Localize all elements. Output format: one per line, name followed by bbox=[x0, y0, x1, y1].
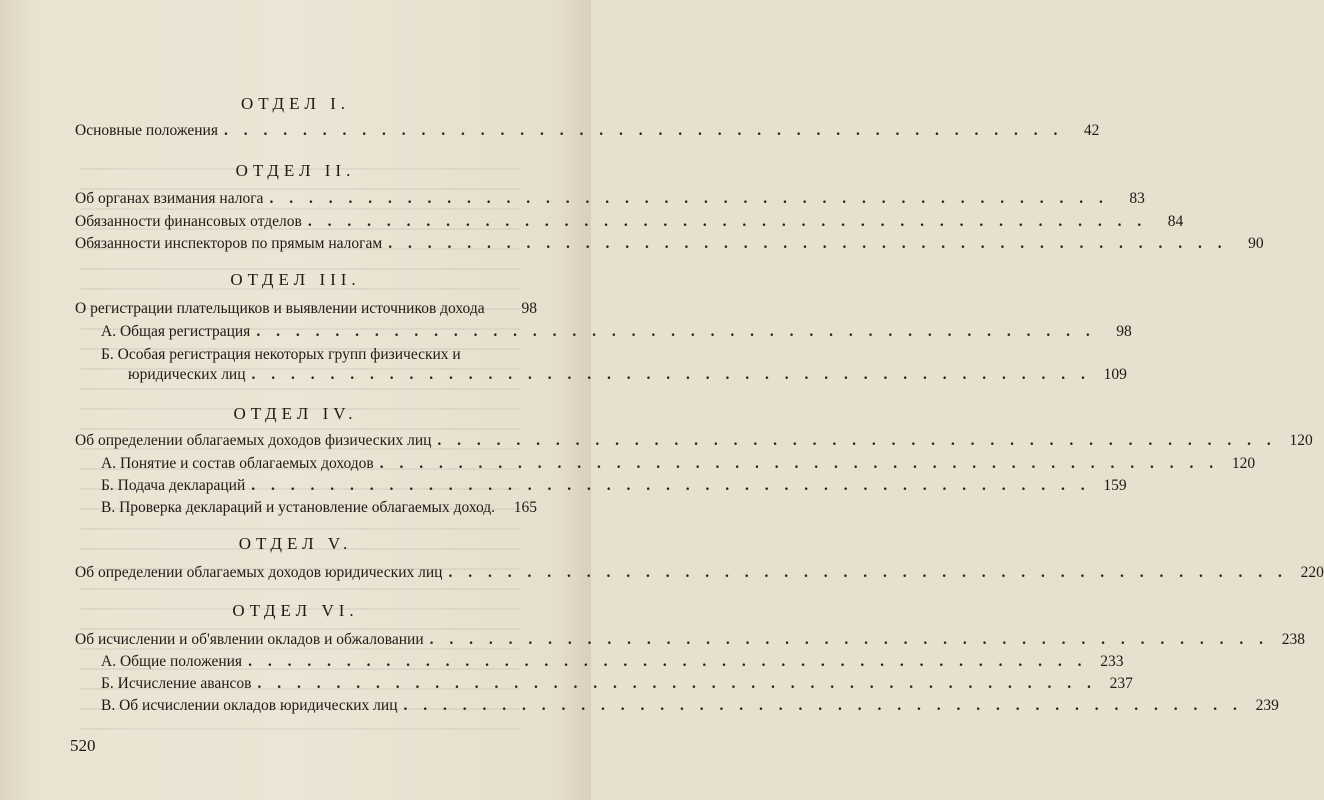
dot-leader: . . . . . . . . . . . . . . . . . . . . . . . . . . . . . . . . . . . . . . . . . . . bbox=[256, 323, 1096, 340]
dot-leader: . . . . . . . . . . . . . . . . . . . . . . . . . . . . . . . . . . . . . . . . . . . bbox=[223, 122, 1064, 139]
section-heading-3: ОТДЕЛ III. bbox=[230, 270, 361, 289]
toc-entry bbox=[75, 212, 1184, 232]
dot-leader: . . . . . . . . . . . . . . . . . . . . . . . . . . . . . . . . . . . . . . . . . . . bbox=[269, 190, 1109, 207]
toc-entry-label: А. Общая регистрация bbox=[101, 323, 251, 340]
dot-leader: . . . . . . . . . . . . . . . . . . . . . . . . . . . . . . . . . . . . . . . . . . . bbox=[251, 477, 1091, 494]
toc-entry-label: А. Понятие и состав облагаемых доходов bbox=[101, 455, 374, 472]
toc-entry-label: Об определении облагаемых доходов физических лиц bbox=[75, 432, 432, 449]
toc-entry bbox=[75, 630, 1305, 650]
dot-leader: . . . . . . . . . . . . . . . . . . . . . . . . . . . . . . . . . . . . . . . . . . . bbox=[251, 366, 1091, 383]
toc-entry-label: А. Общие положения bbox=[101, 653, 243, 670]
toc-entry-page: 159 bbox=[1103, 477, 1127, 494]
page-number: 520 bbox=[70, 736, 96, 755]
toc-entry-page: 90 bbox=[1248, 235, 1264, 252]
dot-leader: . . . . . . . . . . . . . . . . . . . . . . . . . . . . . . . . . . . . . . . . . . . bbox=[403, 697, 1243, 714]
dot-leader: . . . . . . . . . . . . . . . . . . . . . . . . . . . . . . . . . . . . . . . . . . . bbox=[437, 432, 1277, 449]
toc-entry-page: 239 bbox=[1255, 697, 1279, 714]
toc-entry-page: 83 bbox=[1129, 190, 1145, 207]
toc-entry bbox=[101, 454, 1256, 474]
toc-entry-page: 220 bbox=[1300, 564, 1324, 581]
section-heading-5: ОТДЕЛ V. bbox=[238, 534, 353, 553]
toc-entry-page: 238 bbox=[1281, 631, 1305, 648]
section-heading-4: ОТДЕЛ IV. bbox=[233, 404, 358, 423]
toc-entry-label: Обязанности финансовых отделов bbox=[75, 213, 302, 230]
dot-leader: . . . . . . . . . . . . . . . . . . . . . . . . . . . . . . . . . . . . . . . . . . . bbox=[248, 653, 1088, 670]
toc-entry-label: Об органах взимания налога bbox=[75, 190, 264, 207]
toc-entry bbox=[128, 365, 1127, 385]
toc-entry bbox=[101, 652, 1124, 672]
toc-entry-page: 109 bbox=[1103, 366, 1127, 383]
toc-entry-page: 237 bbox=[1109, 675, 1133, 692]
toc-entry-label: Б. Особая регистрация некоторых групп физических и bbox=[101, 346, 461, 363]
dot-leader: . . . . . . . . . . . . . . . . . . . . . . . . . . . . . . . . . . . . . . . . . . . bbox=[307, 213, 1148, 230]
toc-entry-label: В. Проверка деклараций и установление облагаемых доход. bbox=[101, 499, 496, 516]
toc-entry bbox=[75, 563, 1324, 583]
toc-entry bbox=[101, 696, 1279, 716]
toc-entry bbox=[101, 498, 537, 518]
toc-entry-label: Б. Подача деклараций bbox=[101, 477, 246, 494]
toc-entry bbox=[101, 476, 1127, 496]
dot-leader: . . . . . . . . . . . . . . . . . . . . . . . . . . . . . . . . . . . . . . . . . . . bbox=[429, 631, 1269, 648]
dot-leader: . . . . . . . . . . . . . . . . . . . . . . . . . . . . . . . . . . . . . . . . . . . bbox=[257, 675, 1097, 692]
toc-entry-page: 98 bbox=[521, 300, 537, 317]
toc-entry-page: 42 bbox=[1083, 122, 1100, 139]
section-heading-6: ОТДЕЛ VI. bbox=[232, 601, 359, 620]
toc-entry-label: Обязанности инспекторов по прямым налогам bbox=[75, 235, 383, 252]
toc-entry bbox=[101, 674, 1133, 694]
toc-entry-page: 84 bbox=[1167, 213, 1184, 230]
dot-leader: . . . . . . . . . . . . . . . . . . . . . . . . . . . . . . . . . . . . . . . . . . . bbox=[379, 455, 1220, 472]
section-heading-2: ОТДЕЛ II. bbox=[235, 161, 356, 180]
toc-entry bbox=[75, 189, 1145, 209]
toc-entry-page: 120 bbox=[1231, 455, 1256, 472]
toc-entry bbox=[101, 322, 1132, 342]
toc-entry bbox=[75, 121, 1100, 141]
toc-entry-label: Б. Исчисление авансов bbox=[101, 675, 252, 692]
dot-leader: . . . . . . . . . . . . . . . . . . . . . . . . . . . . . . . . . . . . . . . . . . . bbox=[388, 235, 1228, 252]
dot-leader: . . . . . . . . . . . . . . . . . . . . . . . . . . . . . . . . . . . . . . . . . . . bbox=[448, 564, 1288, 581]
toc-entry-page: 165 bbox=[513, 499, 537, 516]
toc-entry-page: 120 bbox=[1289, 432, 1313, 449]
toc-entry-page: 98 bbox=[1116, 323, 1132, 340]
toc-entry-label-cont: юридических лиц bbox=[128, 366, 246, 383]
toc-entry-label: Основные положения bbox=[75, 122, 218, 139]
toc-entry-label: В. Об исчислении окладов юридических лиц bbox=[101, 697, 398, 714]
toc-entry-label: О регистрации плательщиков и выявлении источников дохода bbox=[75, 300, 485, 317]
section-heading-1: ОТДЕЛ I. bbox=[240, 94, 351, 113]
toc-entry bbox=[75, 234, 1264, 254]
toc-entry bbox=[75, 431, 1313, 451]
toc-entry bbox=[75, 299, 537, 319]
toc-entry-label: Об определении облагаемых доходов юридических лиц bbox=[75, 564, 443, 581]
toc-entry-page: 233 bbox=[1100, 653, 1124, 670]
toc-entry-label: Об исчислении и об'явлении окладов и обжаловании bbox=[75, 631, 424, 648]
